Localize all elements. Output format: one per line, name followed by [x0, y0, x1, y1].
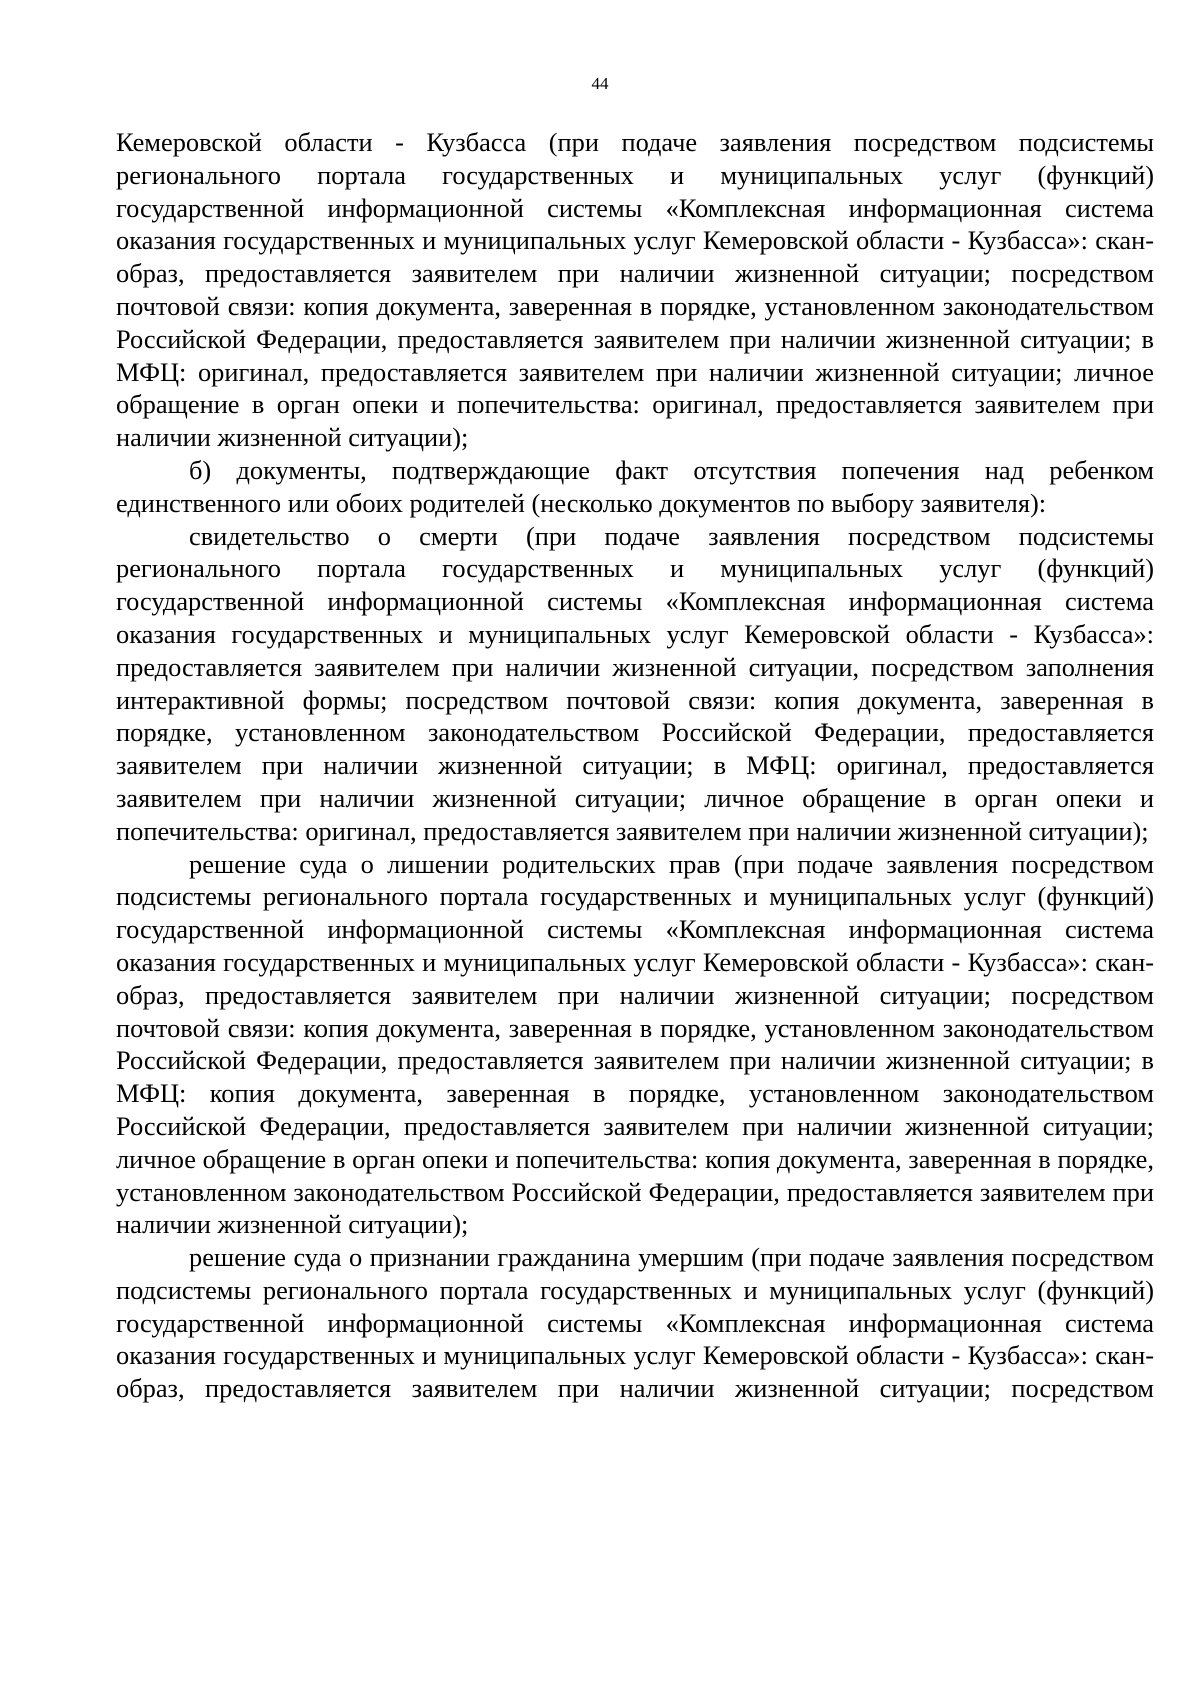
paragraph-deprivation-rights: решение суда о лишении родительских прав (при подаче заявления посредством подсистемы регионального портала государственных и муниципальных услуг (функций) государственной информационной системы «Комплексная информационная система оказания государственных и муниципальных услуг Кемеровской области - Кузбасса»: скан-образ, предоставляется заявителем при наличии жизненной ситуации; посредством почтовой связи: копия документа, заверенная в порядке, установленном законодательством Российской Федерации, предоставляется заявителем при наличии жизненной ситуации; в МФЦ: копия документа, заверенная в порядке, установленном законодательством Российской Федерации, предоставляется заявителем при наличии жизненной ситуации; личное обращение в орган опеки и попечительства: копия документа, заверенная в порядке, установленном законодательством Российской Федерации, предоставляется заявителем при наличии жизненной ситуации); [116, 848, 1154, 1240]
paragraph-continuation: Кемеровской области - Кузбасса (при подаче заявления посредством подсистемы регионального портала государственных и муниципальных услуг (функций) государственной информационной системы «Комплексная информационная система оказания государственных и муниципальных услуг Кемеровской области - Кузбасса»: скан-образ, предоставляется заявителем при наличии жизненной ситуации; посредством почтовой связи: копия документа, заверенная в порядке, установленном законодательством Российской Федерации, предоставляется заявителем при наличии жизненной ситуации; в МФЦ: оригинал, предоставляется заявителем при наличии жизненной ситуации; личное обращение в орган опеки и попечительства: оригинал, предоставляется заявителем при наличии жизненной ситуации); [116, 127, 1154, 453]
paragraph-death-certificate: свидетельство о смерти (при подаче заявления посредством подсистемы регионального портала государственных и муниципальных услуг (функций) государственной информационной системы «Комплексная информационная система оказания государственных и муниципальных услуг Кемеровской области - Кузбасса»: предоставляется заявителем при наличии жизненной ситуации, посредством заполнения интерактивной формы; посредством почтовой связи: копия документа, заверенная в порядке, установленном законодательством Российской Федерации, предоставляется заявителем при наличии жизненной ситуации; в МФЦ: оригинал, предоставляется заявителем при наличии жизненной ситуации; личное обращение в орган опеки и попечительства: оригинал, предоставляется заявителем при наличии жизненной ситуации); [116, 520, 1154, 846]
paragraph-declared-deceased: решение суда о признании гражданина умершим (при подаче заявления посредством подсистемы регионального портала государственных и муниципальных услуг (функций) государственной информационной системы «Комплексная информационная система оказания государственных и муниципальных услуг Кемеровской области - Кузбасса»: скан-образ, предоставляется заявителем при наличии жизненной ситуации; посредством [116, 1242, 1154, 1404]
page-number: 44 [591, 74, 609, 93]
document-body [116, 126, 1154, 1405]
paragraph-item-b: б) документы, подтверждающие факт отсутствия попечения над ребенком единственного или обоих родителей (несколько документов по выбору заявителя): [116, 454, 1154, 518]
